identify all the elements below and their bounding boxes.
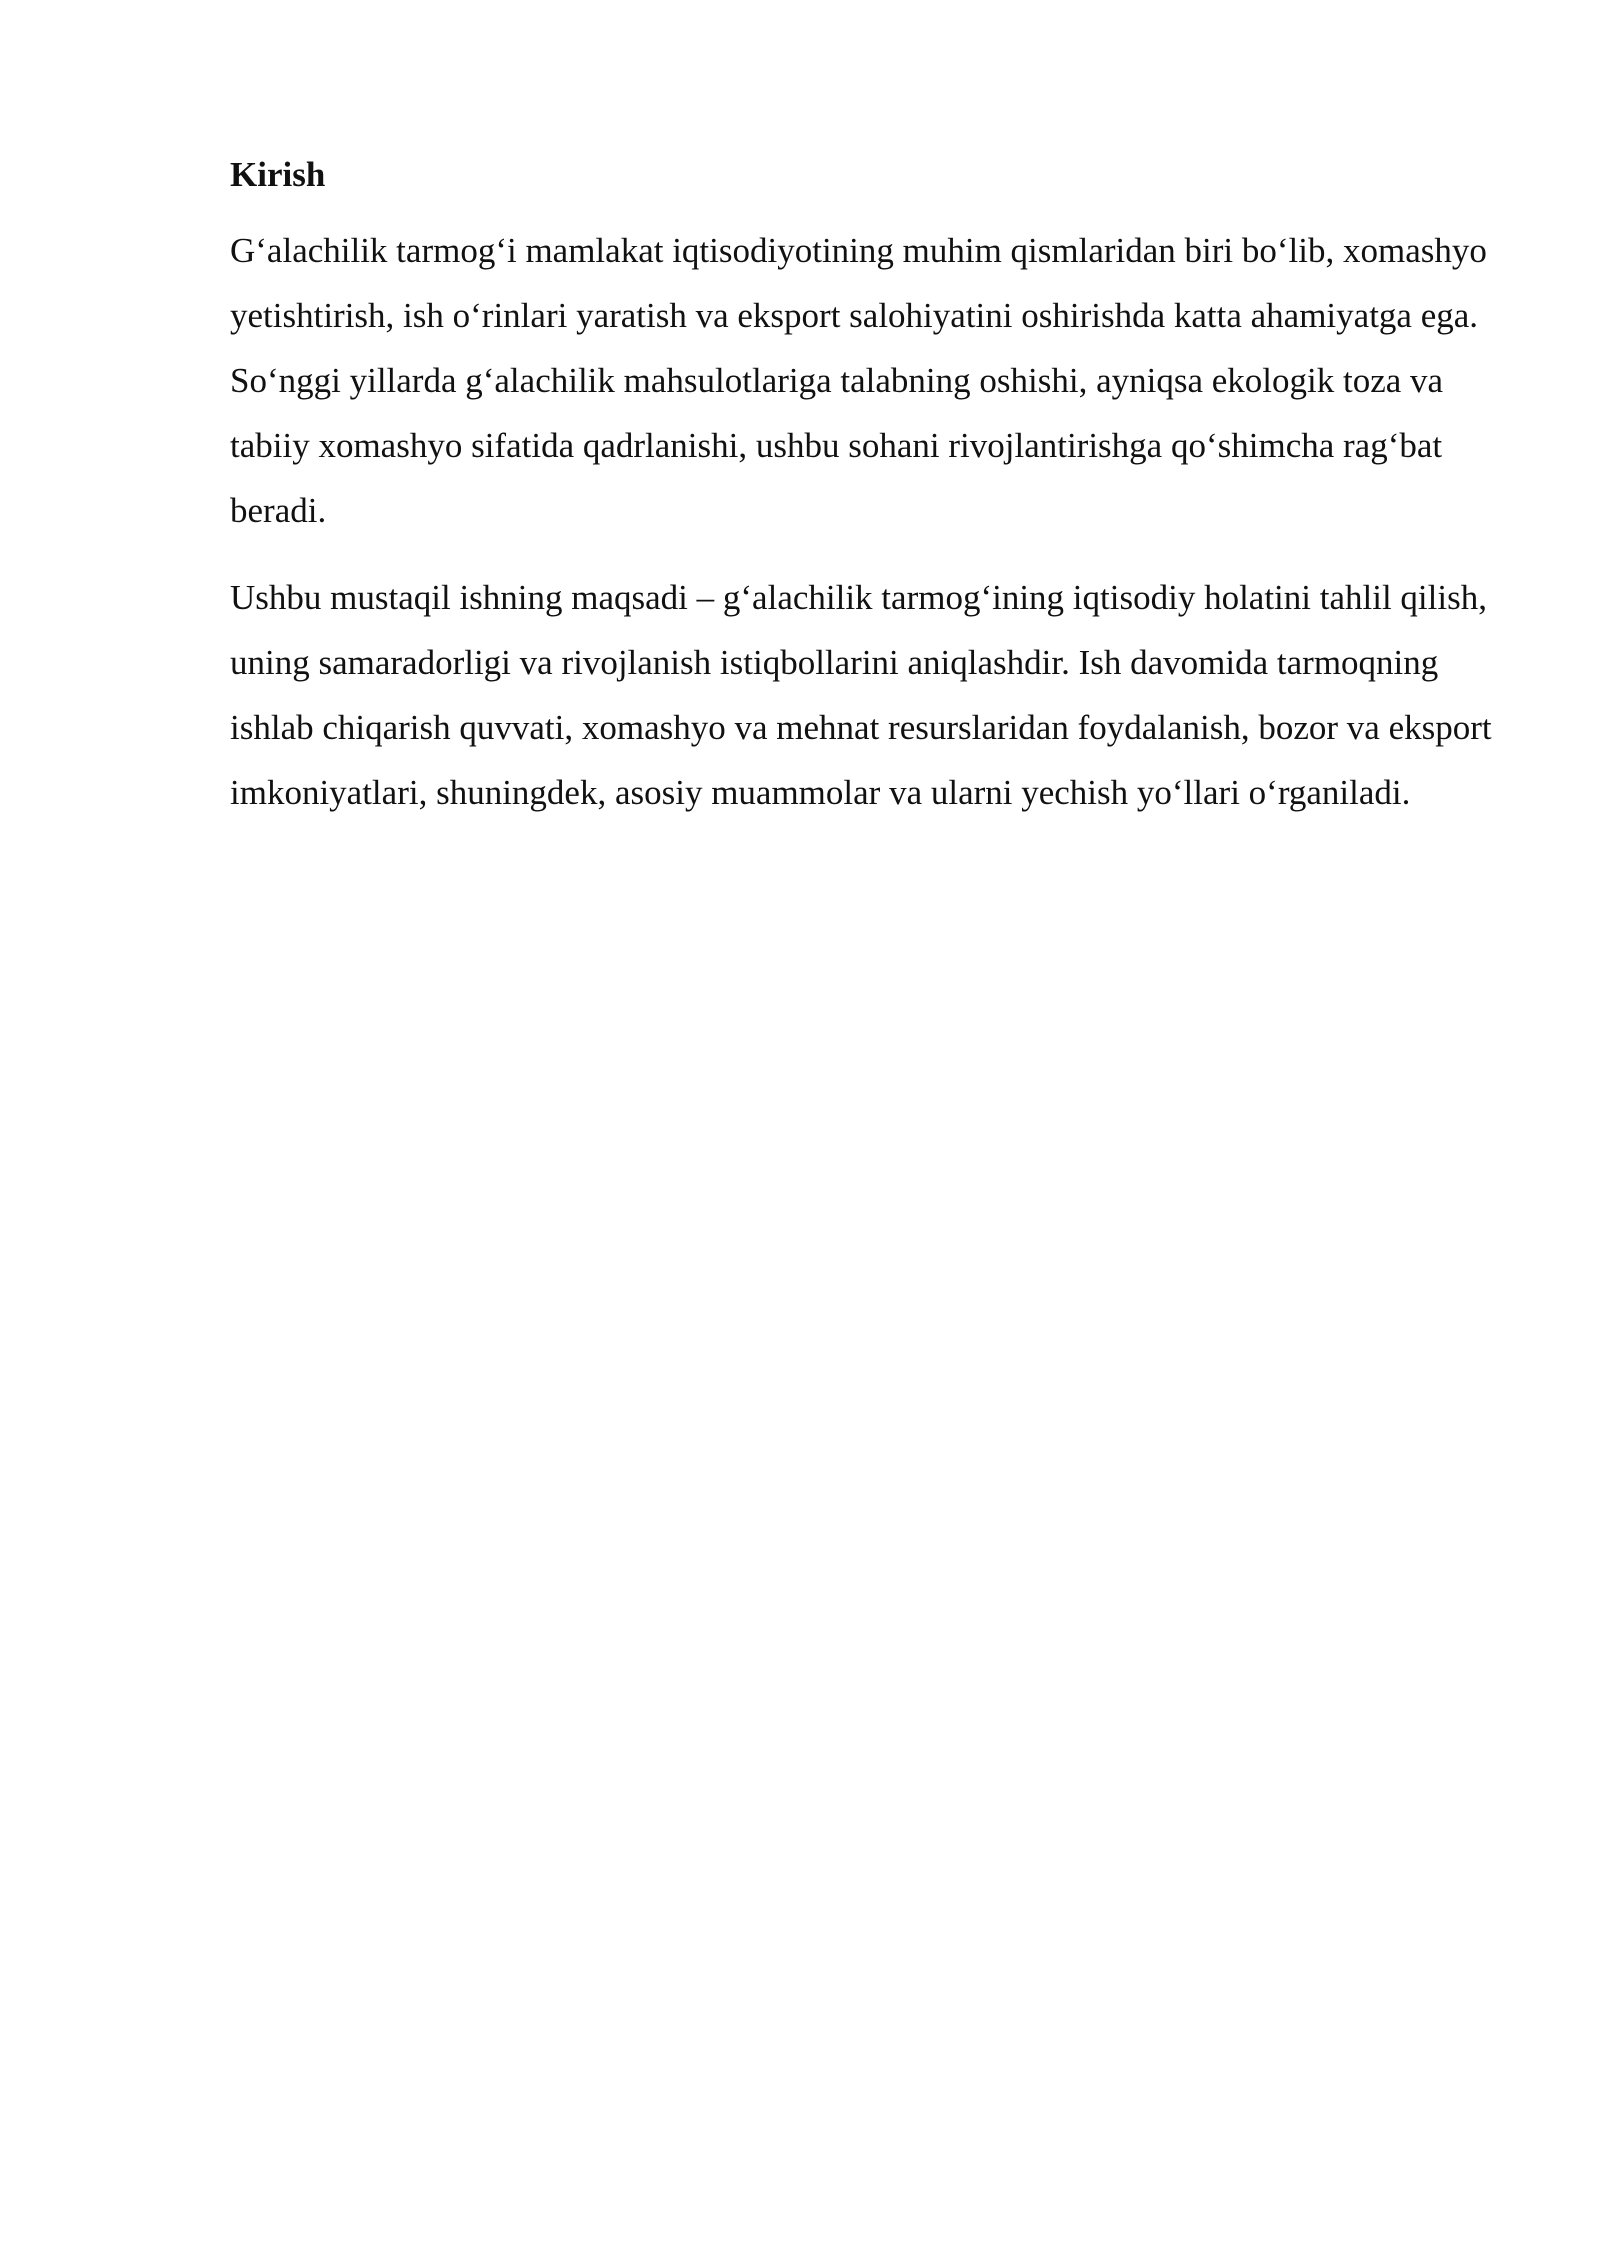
paragraph-intro: G‘alachilik tarmog‘i mamlakat iqtisodiyotining muhim qismlaridan biri bo‘lib, xomashyo yetishtirish, ish o‘rinlari yaratish va eksport salohiyatini oshirishda katta ahamiyatga ega. So‘nggi yillarda g‘alachilik mahsulotlariga talabning oshishi, ayniqsa ekologik toza va tabiiy xomashyo sifatida qadrlanishi, ushbu sohani rivojlantirishga qo‘shimcha rag‘bat beradi. [230, 231, 1487, 530]
section-heading: Kirish [230, 155, 326, 194]
document-body [230, 150, 1500, 847]
paragraph-purpose: Ushbu mustaqil ishning maqsadi – g‘alachilik tarmog‘ining iqtisodiy holatini tahlil qilish, uning samaradorligi va rivojlanish istiqbollarini aniqlashdir. Ish davomida tarmoqning ishlab chiqarish quvvati, xomashyo va mehnat resurslaridan foydalanish, bozor va eksport imkoniyatlari, shuningdek, asosiy muammolar va ularni yechish yo‘llari o‘rganiladi. [230, 578, 1492, 812]
